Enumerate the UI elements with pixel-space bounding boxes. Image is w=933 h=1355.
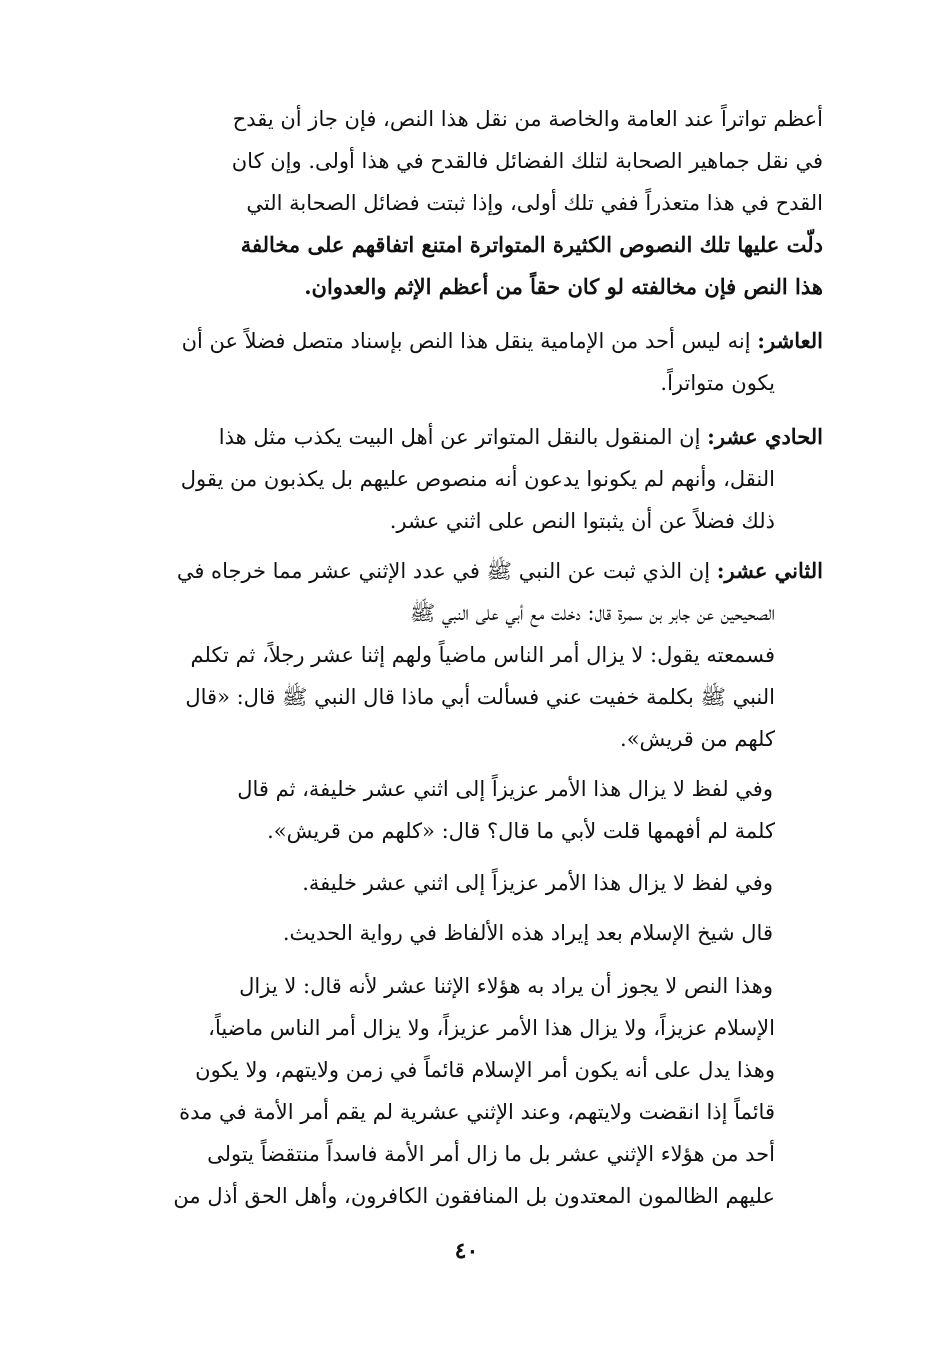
paragraph-hadith-variant-1 xyxy=(118,768,823,852)
text-line: عليهم الظالمون المعتدون بل المنافقون الكافرون، وأهل الحق أذل من xyxy=(173,1184,775,1208)
paragraph-1 xyxy=(118,98,823,308)
text-line: النبي ﷺ بكلمة خفيت عني فسألت أبي ماذا قال النبي ﷺ قال: «قال xyxy=(185,685,775,709)
page-number: ٤٠ xyxy=(454,1238,479,1264)
point-text: إنه ليس أحد من الإمامية ينقل هذا النص بإسناد متصل فضلاً عن أن xyxy=(181,329,751,353)
text-line: فسمعته يقول: لا يزال أمر الناس ماضياً ولهم إثنا عشر رجلاً، ثم تكلم xyxy=(190,643,775,667)
text-line: في نقل جماهير الصحابة لتلك الفضائل فالقدح في هذا أولى. وإن كان xyxy=(231,149,823,173)
text-line: كلهم من قريش». xyxy=(620,727,775,751)
text-line: قائماً إذا انقضت ولايتهم، وعند الإثني عشرية لم يقم أمر الأمة في مدة xyxy=(179,1100,775,1124)
paragraph-commentary xyxy=(118,965,823,1217)
text-line: أحد من هؤلاء الإثني عشر بل ما زال أمر الأمة فاسداً منتقضاً يتولى xyxy=(207,1142,775,1166)
point-heading: الثاني عشر: xyxy=(716,558,823,583)
text-line: وهذا يدل على أنه يكون أمر الإسلام قائماً في زمن ولايتهم، ولا يكون xyxy=(195,1058,775,1082)
text-line: هذا النص فإن مخالفته لو كان حقاً من أعظم الإثم والعدوان. xyxy=(304,274,823,299)
text-line: ذلك فضلاً عن أن يثبتوا النص على اثني عشر. xyxy=(389,509,775,533)
point-text: إن الذي ثبت عن النبي ﷺ في عدد الإثني عشر مما خرجاه في xyxy=(176,559,711,583)
paragraph-sheikh-note xyxy=(118,912,823,954)
text-line: قال شيخ الإسلام بعد إيراد هذه الألفاظ في رواية الحديث. xyxy=(282,921,773,945)
paragraph-hadith-variant-2 xyxy=(118,862,823,904)
point-heading: الحادي عشر: xyxy=(707,424,823,449)
text-line xyxy=(118,416,823,458)
text-line: يكون متواتراً. xyxy=(660,371,775,395)
paragraph-11th xyxy=(118,416,823,542)
text-line: وهذا النص لا يجوز أن يراد به هؤلاء الإثنا عشر لأنه قال: لا يزال xyxy=(239,974,773,998)
point-text: إن المنقول بالنقل المتواتر عن أهل البيت يكذب مثل هذا xyxy=(218,425,701,449)
point-heading: العاشر: xyxy=(757,328,823,353)
text-line: النقل، وأنهم لم يكونوا يدعون أنه منصوص عليهم بل يكذبون من يقول xyxy=(180,467,775,491)
text-line: كلمة لم أفهمها قلت لأبي ما قال؟ قال: «كلهم من قريش». xyxy=(267,819,775,843)
text-line xyxy=(118,320,823,362)
text-line: أعظم تواتراً عند العامة والخاصة من نقل هذا النص، فإن جاز أن يقدح xyxy=(232,107,823,131)
text-line xyxy=(118,550,823,592)
text-line: الإسلام عزيزاً، ولا يزال هذا الأمر عزيزاً، ولا يزال أمر الناس ماضياً، xyxy=(208,1016,775,1040)
text-line: القدح في هذا متعذراً ففي تلك أولى، وإذا ثبتت فضائل الصحابة التي xyxy=(246,191,823,215)
text-line: وفي لفظ لا يزال هذا الأمر عزيزاً إلى اثني عشر خليفة. xyxy=(302,871,773,895)
text-line: دلّت عليها تلك النصوص الكثيرة المتواترة امتنع اتفاقهم على مخالفة xyxy=(240,232,823,257)
paragraph-12th xyxy=(118,550,823,760)
text-line: الصحيحين عن جابر بن سمرة قال: دخلت مع أبي على النبي ﷺ xyxy=(409,601,775,625)
paragraph-10th xyxy=(118,320,823,404)
text-line: وفي لفظ لا يزال هذا الأمر عزيزاً إلى اثني عشر خليفة، ثم قال xyxy=(237,777,773,801)
